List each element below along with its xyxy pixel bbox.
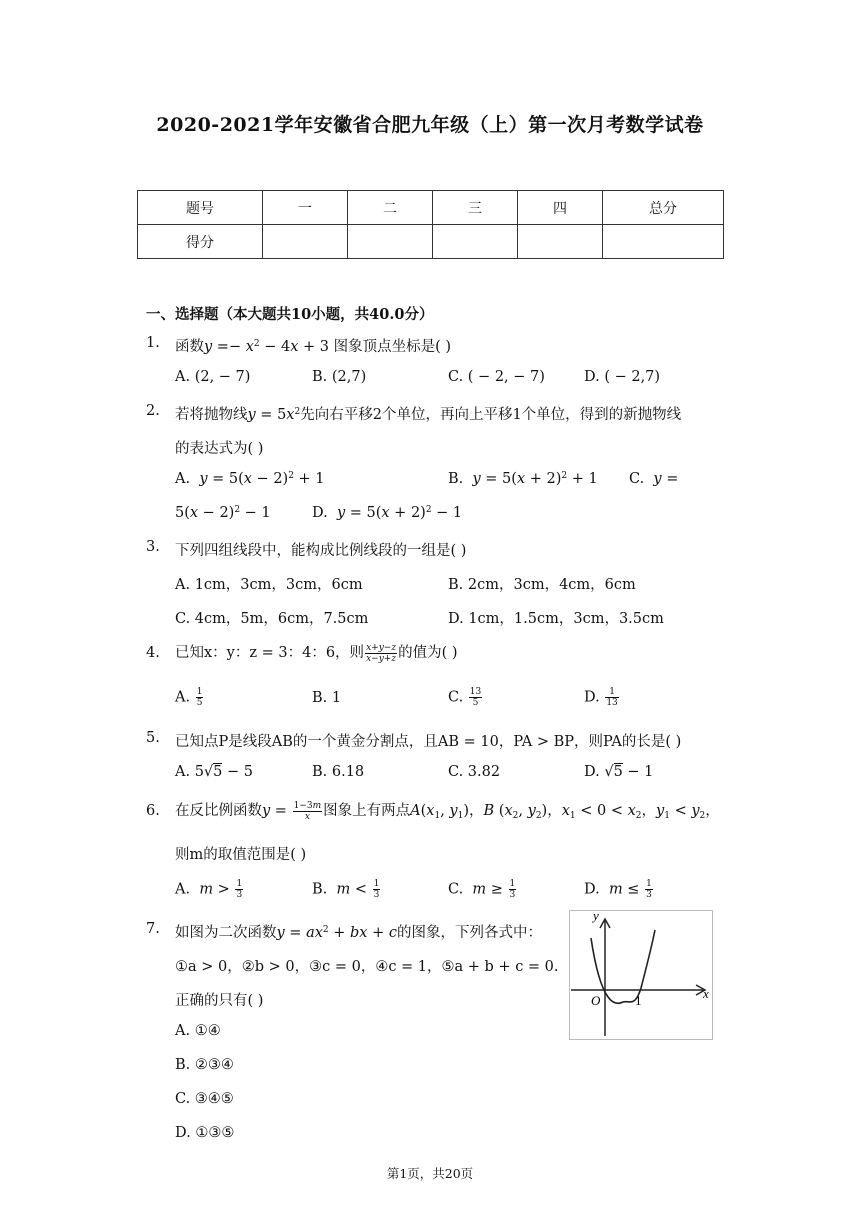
question-number: 5. [146,730,160,746]
option-c: C. 3.82 [448,764,501,780]
table-cell-empty [348,225,433,259]
question-number: 6. [146,803,160,819]
table-cell: 三 [433,191,518,225]
option-b: B. ②③④ [175,1057,234,1073]
option-c: C. y = [629,471,679,487]
y-axis-label: y [593,910,599,923]
question-stem-line3: 正确的只有( ) [175,993,264,1009]
graph-border [570,911,713,1040]
option-b: B. 1 [312,690,342,706]
option-c: C. 4cm，5m，6cm，7.5cm [175,611,369,627]
question-stem: 函数$y =- x^2 - 4x + 3$ 图象顶点坐标是( ) [175,339,452,355]
option-a: A. ①④ [175,1023,221,1039]
option-d: D. 1cm，1.5cm，3cm，3.5cm [448,611,664,627]
parabola-graph [569,910,713,1040]
option-b: B. 6.18 [312,764,365,780]
option-d: D. $y = 5(x + 2)^2 - 1$ [312,505,463,521]
question-number: 4. [146,645,160,661]
parabola-curve [591,930,655,1003]
question-stem-line2: ①a > 0，②b > 0，③c = 0，④c = 1，⑤a + b + c = 0. [175,959,559,975]
score-table [137,190,724,259]
option-a: A. 5√5 − 5 [175,764,253,780]
score-table-header-row [138,191,724,225]
option-a: A. 1cm，3cm，3cm，6cm [175,577,363,593]
question-stem: 如图为二次函数$y = ax^2$ + bx + c的图象，下列各式中： [175,925,542,941]
option-a: A. $\frac{1}{5}$ [175,687,203,708]
option-b: B. (2,7) [312,369,367,385]
question-number: 7. [146,921,160,937]
question-number: 2. [146,403,160,419]
table-cell: 总分 [603,191,724,225]
page-title: 2020-2021学年安徽省合肥九年级（上）第一次月考数学试卷 [156,114,704,136]
option-c-continued: $5(x - 2)^2 - 1$ [175,505,271,521]
option-a: A. m > $\frac{1}{3}$ [175,879,243,900]
section-heading: 一、选择题（本大题共10小题，共40.0分） [146,306,434,323]
question-number: 1. [146,335,160,351]
fraction: $\frac{x+y-z}{x-y+z}$ [366,642,397,664]
table-cell-empty [263,225,348,259]
table-cell-empty [433,225,518,259]
table-cell: 得分 [138,225,263,259]
option-b: B. m < $\frac{1}{3}$ [312,879,380,900]
option-d: D. m ≤ $\frac{1}{3}$ [584,879,652,900]
option-d: D. $\frac{1}{13}$ [584,687,618,708]
score-table-score-row [138,225,724,259]
option-d: D. ①③⑤ [175,1125,235,1141]
table-cell-empty [518,225,603,259]
table-cell: 四 [518,191,603,225]
question-stem: 已知点P是线段AB的一个黄金分割点，且AB = 10，PA > BP，则PA的长是( ) [175,734,682,750]
option-c: C. m ≥ $\frac{1}{3}$ [448,879,516,900]
option-b: B. $y = 5(x + 2)^2 + 1$ [448,471,598,487]
option-a: A. $y = 5(x - 2)^2 + 1$ [175,471,325,487]
tick-label-one: 1 [635,993,642,1008]
origin-label: O [591,993,601,1008]
option-d: D. √5 − 1 [584,764,654,780]
question-stem: 若将抛物线$y = 5x^2$先向右平移2个单位，再向上平移1个单位，得到的新抛物线 [175,407,682,423]
table-cell-empty [603,225,724,259]
option-c: C. ( − 2, − 7) [448,369,545,385]
question-stem: 已知x：y：z = 3：4：6，则 $\frac{x+y-z}{x-y+z}$ 的值为( ) [175,642,458,664]
option-d: D. ( − 2,7) [584,369,661,385]
question-stem: 下列四组线段中，能构成比例线段的一组是( ) [175,543,467,559]
question-number: 3. [146,539,160,555]
table-cell: 一 [263,191,348,225]
option-b: B. 2cm，3cm，4cm，6cm [448,577,636,593]
question-stem-line2: 的表达式为( ) [175,441,264,457]
page-footer: 第1页，共20页 [386,1166,474,1181]
table-cell: 题号 [138,191,263,225]
option-c: C. ③④⑤ [175,1091,234,1107]
table-cell: 二 [348,191,433,225]
x-axis-label: x [703,986,709,1001]
option-a: A. (2, − 7) [175,369,251,385]
option-c: C. $\frac{13}{5}$ [448,687,482,708]
question-stem-line2: 则m的取值范围是( ) [175,847,307,863]
question-stem: 在反比例函数y = $\frac{1-3m}{x}$ 图象上有两点$A(x_1$, $y_1$)，B ($x_2$, $y_2$)，$x_1 < 0 < x_2$，$y_1 < y_2$， [175,800,720,822]
